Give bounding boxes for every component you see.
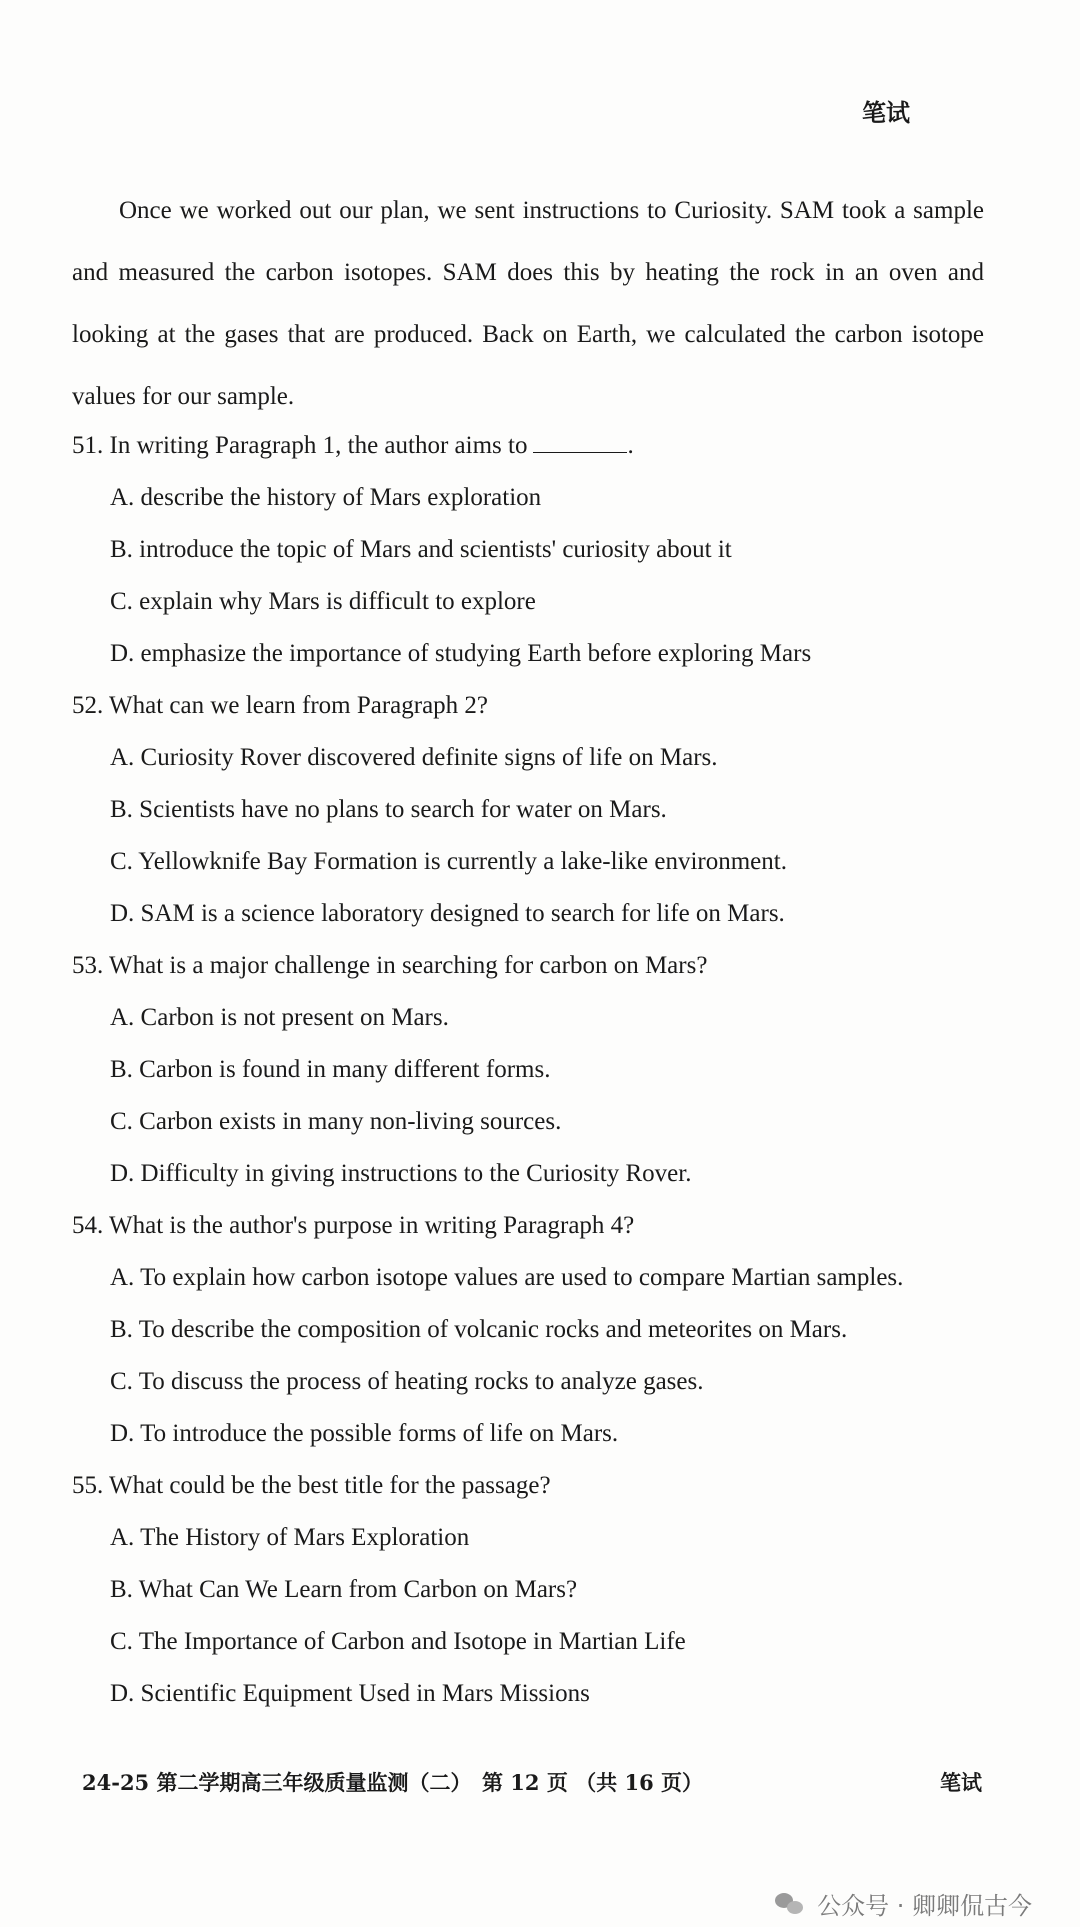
option-a: A. To explain how carbon isotope values are used to compare Martian samples. [110,1264,904,1291]
option-a: A. describe the history of Mars exploration [110,484,542,511]
option-d: D. Difficulty in giving instructions to the Curiosity Rover. [110,1160,692,1187]
option-b: B. Scientists have no plans to search for water on Mars. [110,796,667,823]
option-list [72,1512,992,1720]
question-list [72,420,992,1720]
page-footer [82,1767,982,1797]
option-c: C. Carbon exists in many non-living sources. [110,1108,562,1135]
question-55 [72,1460,992,1720]
option-b: B. To describe the composition of volcanic rocks and meteorites on Mars. [110,1316,848,1343]
option-b: B. Carbon is found in many different forms. [110,1056,551,1083]
option-a: A. Carbon is not present on Mars. [110,1004,449,1031]
passage-paragraph: Once we worked out our plan, we sent instructions to Curiosity. SAM took a sample and measured the carbon isotopes. SAM does this by heating the rock in an oven and looking at the gases that are produced. Back on Earth, we calculated the carbon isotope values for our sample. [72,197,984,410]
option-b: B. What Can We Learn from Carbon on Mars? [110,1576,578,1603]
option-a: A. Curiosity Rover discovered definite signs of life on Mars. [110,744,718,771]
question-stem-suffix: . [627,432,634,459]
option-a: A. The History of Mars Exploration [110,1524,470,1551]
question-51 [72,420,992,680]
footer-label: 笔试 [940,1770,982,1795]
question-stem-text: 51. In writing Paragraph 1, the author aims to [72,432,528,459]
option-d: D. Scientific Equipment Used in Mars Missions [110,1680,590,1707]
option-list [72,732,992,940]
option-c: C. The Importance of Carbon and Isotope in Martian Life [110,1628,686,1655]
question-stem: 53. What is a major challenge in searching for carbon on Mars? [72,952,708,979]
footer-exam-name: 24-25 第二学期高三年级质量监测（二） [82,1770,472,1795]
header-label: 笔试 [862,101,910,127]
answer-blank [533,434,627,453]
option-list [72,1252,992,1460]
option-d: D. emphasize the importance of studying Earth before exploring Mars [110,640,812,667]
question-54 [72,1200,992,1460]
option-c: C. explain why Mars is difficult to explore [110,588,536,615]
wechat-icon [775,1891,805,1917]
footer-page-number: 第 12 页 （共 16 页） [482,1770,704,1795]
watermark [775,1886,1032,1921]
question-52 [72,680,992,940]
option-d: D. To introduce the possible forms of life on Mars. [110,1420,619,1447]
option-b: B. introduce the topic of Mars and scientists' curiosity about it [110,536,732,563]
question-stem: 55. What could be the best title for the passage? [72,1472,551,1499]
question-53 [72,940,992,1200]
question-stem: 52. What can we learn from Paragraph 2? [72,692,489,719]
watermark-text: 公众号 · 卿卿侃古今 [817,1892,1032,1920]
option-d: D. SAM is a science laboratory designed to search for life on Mars. [110,900,785,927]
option-list [72,992,992,1200]
question-stem [72,420,992,472]
option-c: C. Yellowknife Bay Formation is currently a lake-like environment. [110,848,787,875]
question-stem: 54. What is the author's purpose in writing Paragraph 4? [72,1212,635,1239]
option-list [72,472,992,680]
option-c: C. To discuss the process of heating rocks to analyze gases. [110,1368,704,1395]
